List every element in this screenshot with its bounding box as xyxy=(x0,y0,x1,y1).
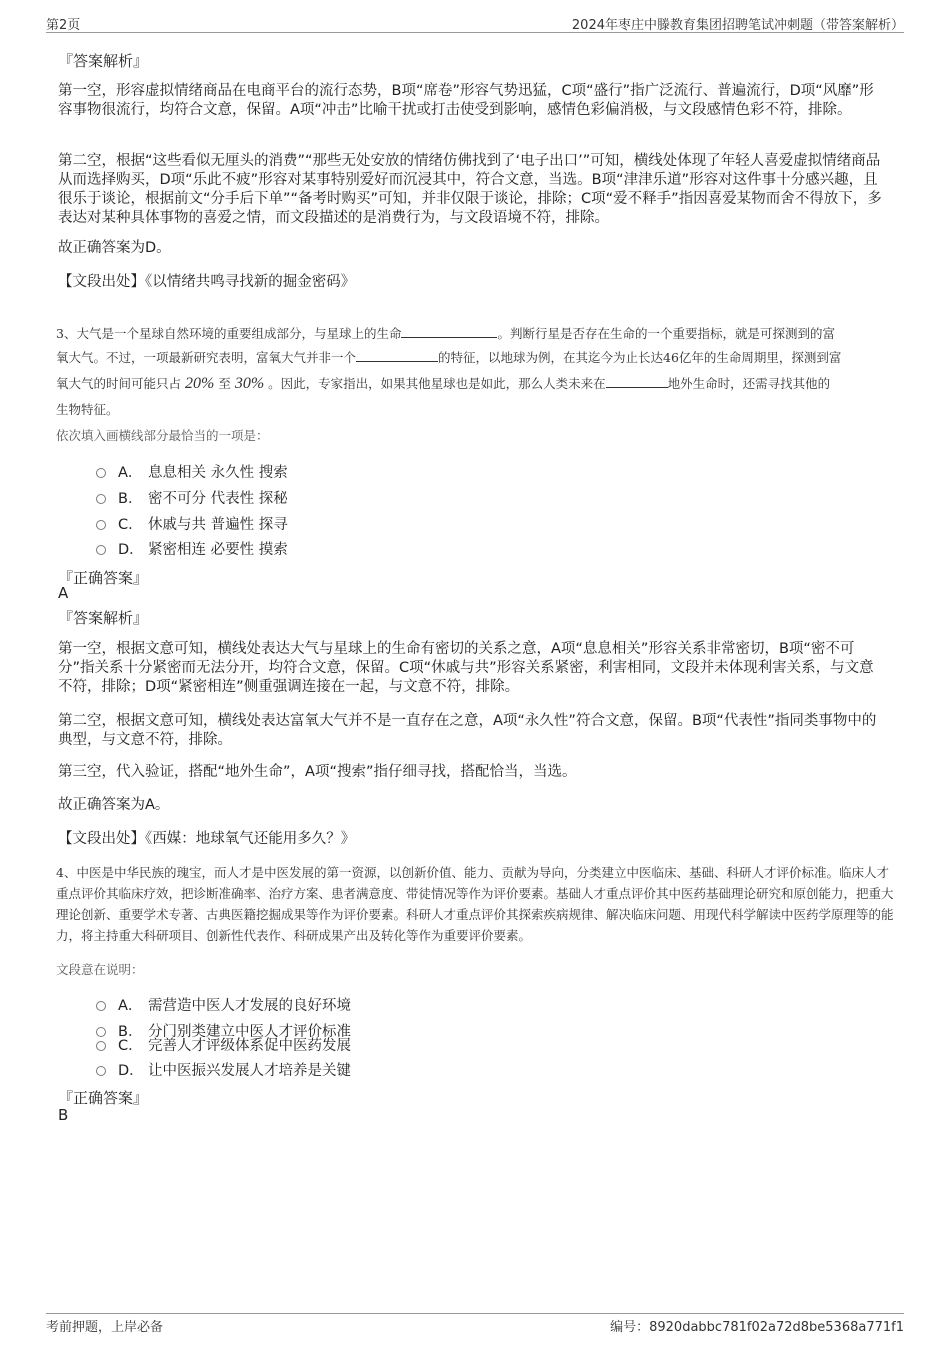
question-3-stem xyxy=(56,322,896,418)
option-letter: C． xyxy=(118,1038,143,1054)
percent-value: 20% xyxy=(185,375,215,392)
option-letter: A． xyxy=(118,998,143,1014)
option-text: 让中医振兴发展人才培养是关键 xyxy=(148,1063,351,1079)
stem-text: 至 xyxy=(218,376,231,391)
option-letter: B． xyxy=(118,491,143,507)
analysis-paragraph: 第二空，根据“这些看似无厘头的消费”“那些无处安放的情绪仿佛找到了‘电子出口’”可知，横线处体现了年轻人喜爱虚拟情绪商品从而选择购买，D项“乐此不疲”形容对某事特别爱好而沉浸其中，符合文意，当选。B项“津津乐道”形容对这件事十分感兴趣，且很乐于谈论，根据前文“分手后下单”“备考时购买”可知，并非仅限于谈论，排除；C项“爱不释手”指因喜爱某物而舍不得放下，多表达对某种具体事物的喜爱之情，而文段描述的是消费行为，与文段语境不符，排除。 xyxy=(58,153,882,226)
radio-icon[interactable] xyxy=(96,1066,106,1076)
stem-text: 。判断行星是否存在生命的一个重要指标，就是可探测到的富 xyxy=(497,326,835,341)
correct-answer-label: 『正确答案』 xyxy=(58,1089,149,1107)
analysis-paragraph: 第三空，代入验证，搭配“地外生命”，A项“搜索”指仔细寻找，搭配恰当，当选。 xyxy=(58,764,577,780)
option-letter: C． xyxy=(118,517,143,533)
option-text: 密不可分 代表性 探秘 xyxy=(148,491,288,507)
option-text: 紧密相连 必要性 摸索 xyxy=(148,542,288,558)
option-text: 完善人才评级体系促中医药发展 xyxy=(148,1038,351,1054)
stem-text: 3、大气是一个星球自然环境的重要组成部分，与星球上的生命 xyxy=(56,326,402,341)
stem-text: 地外生命时，还需寻找其他的 xyxy=(667,376,831,391)
option-text: 分门别类建立中医人才评价标准 xyxy=(148,1024,351,1040)
page-footer xyxy=(46,1313,904,1334)
stem-text: 生物特征。 xyxy=(56,402,119,417)
option-text: 需营造中医人才发展的良好环境 xyxy=(148,998,351,1014)
correct-answer-label: 『正确答案』 xyxy=(58,569,149,587)
radio-icon[interactable] xyxy=(96,1001,106,1011)
option-text: 休戚与共 普遍性 探寻 xyxy=(148,517,288,533)
footer-slogan: 考前押题，上岸必备 xyxy=(46,1320,164,1335)
page-header xyxy=(46,14,904,33)
percent-value: 30% xyxy=(234,375,265,392)
analysis-paragraph: 第一空，根据文意可知，横线处表达大气与星球上的生命有密切的关系之意，A项“息息相关”形容关系非常密切，B项“密不可分”指关系十分紧密而无法分开，均符合文意，保留。C项“休戚与共”形容关系紧密，利害相同，文段并未体现利害关系，与文意不符，排除；D项“紧密相连”侧重强调连接在一起，与文意不符，排除。 xyxy=(58,641,874,695)
option-c[interactable] xyxy=(96,513,288,533)
option-letter: A． xyxy=(118,465,143,481)
radio-icon[interactable] xyxy=(96,494,106,504)
document-title: 2024年枣庄中滕教育集团招聘笔试冲刺题（带答案解析） xyxy=(571,18,904,33)
page-number: 第2页 xyxy=(46,18,81,33)
analysis-label: 『答案解析』 xyxy=(58,609,149,627)
document-id: 编号：8920dabbc781f02a72d8be5368a771f1 xyxy=(610,1320,904,1335)
option-d[interactable] xyxy=(96,538,288,558)
stem-text: 。因此，专家指出，如果其他星球也是如此，那么人类未来在 xyxy=(268,376,606,391)
stem-text: 氧大气。不过，一项最新研究表明，富氧大气并非一个 xyxy=(56,350,357,365)
option-letter: D． xyxy=(118,1063,144,1079)
option-letter: B． xyxy=(118,1024,143,1040)
analysis-paragraph: 第一空，形容虚拟情绪商品在电商平台的流行态势，B项“席卷”形容气势迅猛，C项“盛行”指广泛流行、普遍流行，D项“风靡”形容事物很流行，均符合文意，保留。A项“冲击”比喻干扰或打击使受到影响，感情色彩偏消极，与文段感情色彩不符，排除。 xyxy=(58,83,874,118)
fill-blank xyxy=(606,373,668,388)
option-text: 息息相关 永久性 搜索 xyxy=(148,465,288,481)
stem-text: 的特征，以地球为例，在其迄今为止长达46亿年的生命周期里，探测到富 xyxy=(438,350,842,365)
option-c[interactable] xyxy=(96,1034,351,1054)
option-d[interactable] xyxy=(96,1059,351,1079)
radio-icon[interactable] xyxy=(96,520,106,530)
analysis-conclusion: 故正确答案为A。 xyxy=(58,797,170,813)
option-a[interactable] xyxy=(96,994,351,1014)
question-4-stem: 4、中医是中华民族的瑰宝，而人才是中医发展的第一资源，以创新价值、能力、贡献为导向，分类建立中医临床、基础、科研人才评价标准。临床人才重点评价其临床疗效，把诊断准确率、治疗方案、患者满意度、带徒情况等作为评价要素。基础人才重点评价其中医药基础理论研究和原创能力，把重大理论创新、重要学术专著、古典医籍挖掘成果等作为评价要素。科研人才重点评价其探索疾病规律、解决临床问题、用现代科学解读中医药学原理等的能力，将主持重大科研项目、创新性代表作、科研成果产出及转化等作为重要评价要素。 xyxy=(56,865,894,943)
correct-answer: B xyxy=(58,1106,69,1124)
analysis-conclusion: 故正确答案为D。 xyxy=(58,240,171,256)
question-prompt: 依次填入画横线部分最恰当的一项是： xyxy=(56,428,269,443)
stem-text: 氧大气的时间可能只占 xyxy=(56,376,182,391)
radio-icon[interactable] xyxy=(96,468,106,478)
option-b[interactable] xyxy=(96,487,288,507)
question-prompt: 文段意在说明： xyxy=(56,962,144,977)
source-citation: 【文段出处】《西媒：地球氧气还能用多久？》 xyxy=(58,831,356,847)
option-letter: D． xyxy=(118,542,144,558)
analysis-label: 『答案解析』 xyxy=(58,52,149,70)
fill-blank xyxy=(401,323,497,338)
option-a[interactable] xyxy=(96,461,288,481)
fill-blank xyxy=(356,347,438,362)
source-citation: 【文段出处】《以情绪共鸣寻找新的掘金密码》 xyxy=(58,274,356,290)
analysis-paragraph: 第二空，根据文意可知，横线处表达富氧大气并不是一直存在之意，A项“永久性”符合文意，保留。B项“代表性”指同类事物中的典型，与文意不符，排除。 xyxy=(58,713,877,748)
radio-icon[interactable] xyxy=(96,1041,106,1051)
correct-answer: A xyxy=(58,584,69,602)
radio-icon[interactable] xyxy=(96,545,106,555)
